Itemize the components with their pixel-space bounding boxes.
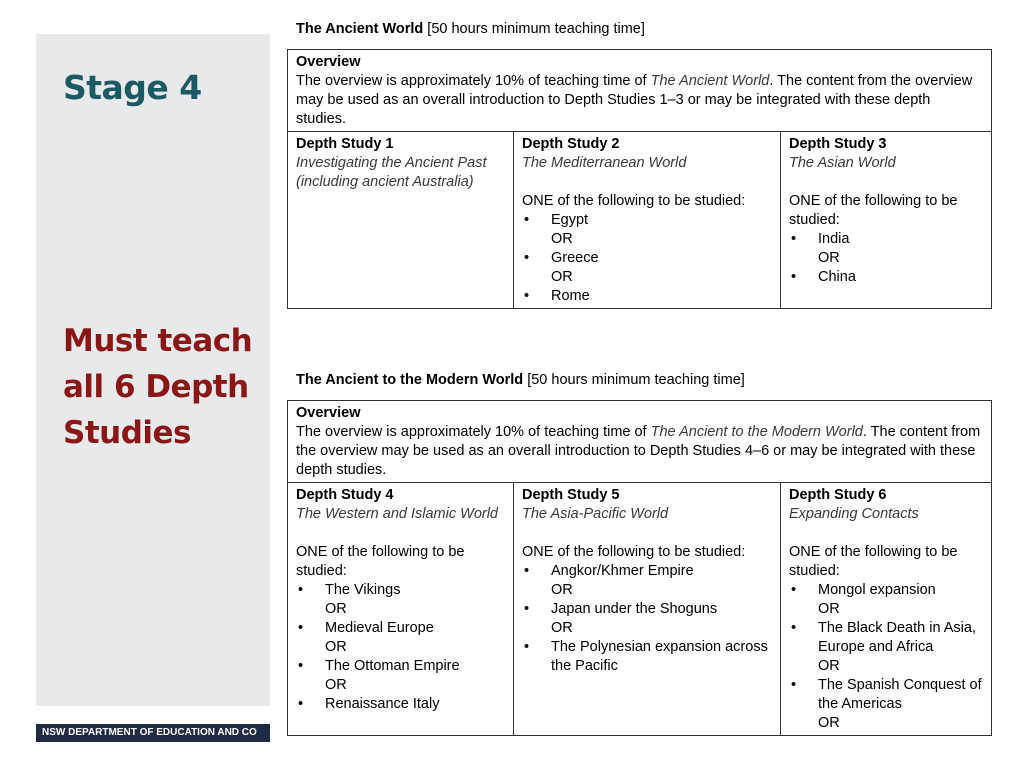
depth-study-intro: ONE of the following to be studied: xyxy=(522,193,746,209)
depth-study-option xyxy=(522,211,772,249)
or-separator: OR xyxy=(551,269,573,285)
section1-heading-title: The Ancient World xyxy=(296,21,424,37)
depth-study-option xyxy=(789,268,983,287)
depth-study-option xyxy=(789,676,983,733)
depth-study-title: Depth Study 3 xyxy=(789,136,887,152)
depth-study-options xyxy=(522,211,772,306)
depth-study-options xyxy=(789,581,983,733)
option-label: Japan under the Shoguns xyxy=(551,601,718,617)
or-separator: OR xyxy=(818,250,840,266)
depth-study-subtitle: The Asian World xyxy=(789,155,896,171)
depth-study-option xyxy=(522,287,772,306)
depth-study-option xyxy=(789,230,983,268)
section2-overview-title: Overview xyxy=(296,405,361,421)
ancient-world-table xyxy=(287,49,992,309)
depth-study-option xyxy=(296,657,505,695)
depth-study-title: Depth Study 5 xyxy=(522,487,620,503)
section2-heading-title: The Ancient to the Modern World xyxy=(296,372,524,388)
option-label: Renaissance Italy xyxy=(325,696,440,712)
section2-overview-post: . The content from the overview may be used as an overall introduction to Depth Studies 4–6 or may be integrated with these depth studies. xyxy=(296,424,981,478)
stage-title: Stage 4 xyxy=(63,68,202,107)
depth-study-subtitle: Expanding Contacts xyxy=(789,506,919,522)
section1-overview-text xyxy=(296,73,972,127)
option-label: India xyxy=(818,231,850,247)
depth-study-option xyxy=(296,581,505,619)
depth-study-options xyxy=(789,230,983,287)
option-label: Greece xyxy=(551,250,599,266)
spacer xyxy=(296,524,505,543)
section2-heading-hours: [50 hours minimum teaching time] xyxy=(523,372,745,388)
depth-study-option xyxy=(522,249,772,287)
section2-overview-italic: The Ancient to the Modern World xyxy=(650,424,863,440)
option-label: The Spanish Conquest of the Americas xyxy=(818,677,982,712)
section1-heading-hours: [50 hours minimum teaching time] xyxy=(423,21,645,37)
section1-heading xyxy=(296,21,645,37)
option-label: Rome xyxy=(551,288,590,304)
spacer xyxy=(789,524,983,543)
depth-study-title: Depth Study 6 xyxy=(789,487,887,503)
section1-overview-pre: The overview is approximately 10% of teaching time of xyxy=(296,73,651,89)
depth-study-option xyxy=(522,638,772,676)
option-label: The Polynesian expansion across the Pacific xyxy=(551,639,768,674)
section2-overview-pre: The overview is approximately 10% of teaching time of xyxy=(296,424,651,440)
spacer xyxy=(789,173,983,192)
section2-overview-cell xyxy=(288,401,992,483)
depth-study-options xyxy=(522,562,772,676)
depth-study-3-cell xyxy=(781,132,992,309)
or-separator: OR xyxy=(818,715,840,731)
depth-study-intro: ONE of the following to be studied: xyxy=(296,544,465,579)
or-separator: OR xyxy=(818,658,840,674)
section1-overview-post: . The content from the overview may be used as an overall introduction to Depth Studies 1–3 or may be integrated with these depth studies. xyxy=(296,73,973,127)
section1-overview-title: Overview xyxy=(296,54,361,70)
or-separator: OR xyxy=(551,582,573,598)
option-label: Angkor/Khmer Empire xyxy=(551,563,694,579)
depth-study-subtitle: The Mediterranean World xyxy=(522,155,687,171)
depth-study-intro: ONE of the following to be studied: xyxy=(789,193,958,228)
or-separator: OR xyxy=(551,231,573,247)
must-teach-statement: Must teach all 6 Depth Studies xyxy=(63,323,253,451)
option-label: China xyxy=(818,269,856,285)
or-separator: OR xyxy=(818,601,840,617)
depth-study-6-cell xyxy=(781,483,992,736)
depth-study-option xyxy=(296,619,505,657)
depth-study-4-cell xyxy=(288,483,514,736)
or-separator: OR xyxy=(551,620,573,636)
or-separator: OR xyxy=(325,677,347,693)
depth-study-option xyxy=(522,600,772,638)
section2-heading xyxy=(296,372,745,388)
or-separator: OR xyxy=(325,601,347,617)
or-separator: OR xyxy=(325,639,347,655)
section1-overview-italic: The Ancient World xyxy=(650,73,770,89)
depth-study-option xyxy=(522,562,772,600)
option-label: Egypt xyxy=(551,212,589,228)
depth-study-subtitle: The Western and Islamic World xyxy=(296,506,498,522)
footer-department-bar: NSW DEPARTMENT OF EDUCATION AND CO xyxy=(36,724,270,742)
depth-study-option xyxy=(789,619,983,676)
depth-study-title: Depth Study 2 xyxy=(522,136,620,152)
spacer xyxy=(522,524,772,543)
depth-study-subtitle: Investigating the Ancient Past (including ancient Australia) xyxy=(296,155,487,190)
depth-study-option xyxy=(789,581,983,619)
depth-study-intro: ONE of the following to be studied: xyxy=(522,544,746,560)
depth-study-1-cell xyxy=(288,132,514,309)
option-label: The Vikings xyxy=(325,582,401,598)
spacer xyxy=(522,173,772,192)
option-label: Medieval Europe xyxy=(325,620,434,636)
option-label: The Black Death in Asia, Europe and Africa xyxy=(818,620,976,655)
depth-study-option xyxy=(296,695,505,714)
depth-study-intro: ONE of the following to be studied: xyxy=(789,544,958,579)
section2-overview-text xyxy=(296,424,980,478)
depth-study-options xyxy=(296,581,505,714)
option-label: The Ottoman Empire xyxy=(325,658,460,674)
depth-study-title: Depth Study 4 xyxy=(296,487,394,503)
depth-study-2-cell xyxy=(514,132,781,309)
depth-study-title: Depth Study 1 xyxy=(296,136,394,152)
option-label: Mongol expansion xyxy=(818,582,936,598)
depth-study-subtitle: The Asia-Pacific World xyxy=(522,506,669,522)
section1-overview-cell xyxy=(288,50,992,132)
depth-study-5-cell xyxy=(514,483,781,736)
ancient-to-modern-world-table xyxy=(287,400,992,736)
